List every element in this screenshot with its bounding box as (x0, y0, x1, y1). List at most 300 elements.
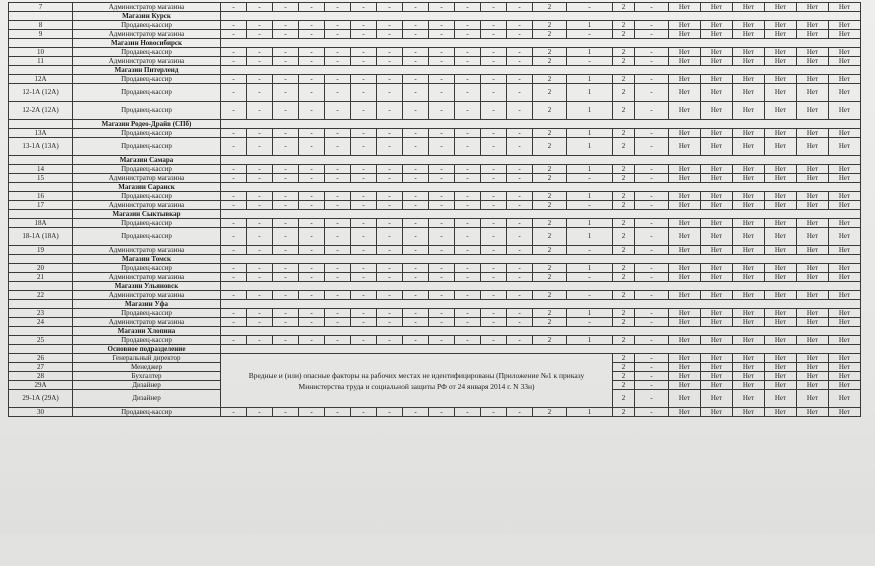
factor-class: - (377, 75, 403, 84)
injury-risk: - (635, 363, 669, 372)
group-title: Магазин Сыктывкар (73, 210, 221, 219)
factor-class: - (377, 48, 403, 57)
page-background (0, 534, 875, 566)
row-number: 30 (9, 408, 73, 417)
guarantee-value: Нет (733, 228, 765, 246)
guarantee-value: Нет (765, 264, 797, 273)
guarantee-value: Нет (701, 129, 733, 138)
group-spacer (221, 183, 861, 192)
group-header-row (9, 282, 861, 291)
factor-class: - (325, 408, 351, 417)
row-number: 8 (9, 21, 73, 30)
factor-class: - (455, 219, 481, 228)
guarantee-value: Нет (701, 84, 733, 102)
factor-class: - (273, 318, 299, 327)
factor-class: - (455, 84, 481, 102)
factor-class: - (429, 75, 455, 84)
injury-risk: - (635, 372, 669, 381)
factor-class: - (377, 3, 403, 12)
factor-class: - (377, 228, 403, 246)
factor-class: - (481, 165, 507, 174)
empty-cell (9, 39, 73, 48)
table-row (9, 3, 861, 12)
row-number: 16 (9, 192, 73, 201)
factor-class: - (377, 219, 403, 228)
factor-class: - (455, 228, 481, 246)
guarantee-value: Нет (669, 372, 701, 381)
group-spacer (221, 39, 861, 48)
factor-class: - (299, 75, 325, 84)
final-class: 2 (613, 246, 635, 255)
group-header-row (9, 120, 861, 129)
factor-class: - (455, 408, 481, 417)
factor-class: - (429, 3, 455, 12)
factor-class: - (273, 84, 299, 102)
factor-class: - (481, 336, 507, 345)
factor-class: - (299, 102, 325, 120)
factor-class: - (273, 75, 299, 84)
table-row (9, 174, 861, 183)
factor-class: - (247, 273, 273, 282)
guarantee-value: Нет (669, 363, 701, 372)
special-assessment-table (8, 2, 861, 417)
injury-risk: - (635, 318, 669, 327)
factor-class: - (221, 273, 247, 282)
factor-class: - (377, 318, 403, 327)
factor-class: - (247, 228, 273, 246)
injury-risk: - (635, 192, 669, 201)
guarantee-value: Нет (733, 291, 765, 300)
factor-class: - (481, 3, 507, 12)
factor-class: - (403, 309, 429, 318)
harm-subclass: 1 (567, 21, 613, 30)
guarantee-value: Нет (701, 21, 733, 30)
factor-class: - (455, 75, 481, 84)
row-number: 9 (9, 30, 73, 39)
position-name: Продавец-кассир (73, 408, 221, 417)
row-number: 24 (9, 318, 73, 327)
factor-class: - (221, 102, 247, 120)
guarantee-value: Нет (733, 201, 765, 210)
factor-class: - (221, 309, 247, 318)
guarantee-value: Нет (765, 75, 797, 84)
position-name: Продавец-кассир (73, 48, 221, 57)
guarantee-value: Нет (733, 165, 765, 174)
guarantee-value: Нет (733, 372, 765, 381)
guarantee-value: Нет (765, 381, 797, 390)
injury-risk: - (635, 219, 669, 228)
factor-class: - (429, 336, 455, 345)
final-class: 2 (613, 174, 635, 183)
factor-class: - (455, 201, 481, 210)
row-number: 25 (9, 336, 73, 345)
factor-class: - (429, 21, 455, 30)
guarantee-value: Нет (733, 21, 765, 30)
group-spacer (221, 282, 861, 291)
factor-class: - (481, 138, 507, 156)
factor-class: - (403, 228, 429, 246)
harm-class: 2 (533, 57, 567, 66)
factor-class: - (299, 165, 325, 174)
guarantee-value: Нет (797, 21, 829, 30)
guarantee-value: Нет (669, 381, 701, 390)
factor-class: - (273, 3, 299, 12)
factor-class: - (221, 246, 247, 255)
group-title: Магазин Питерленд (73, 66, 221, 75)
factor-class: - (507, 201, 533, 210)
guarantee-value: Нет (733, 75, 765, 84)
final-class: 2 (613, 291, 635, 300)
factor-class: - (377, 102, 403, 120)
factor-class: - (273, 48, 299, 57)
position-name: Продавец-кассир (73, 219, 221, 228)
factor-class: - (429, 291, 455, 300)
factor-class: - (221, 291, 247, 300)
row-number: 13А (9, 129, 73, 138)
factor-class: - (325, 264, 351, 273)
factor-class: - (429, 228, 455, 246)
factor-class: - (299, 318, 325, 327)
factor-class: - (247, 264, 273, 273)
factor-class: - (351, 408, 377, 417)
guarantee-value: Нет (829, 318, 861, 327)
guarantee-value: Нет (765, 246, 797, 255)
factor-class: - (325, 3, 351, 12)
factor-class: - (221, 264, 247, 273)
factor-class: - (247, 57, 273, 66)
guarantee-value: Нет (701, 3, 733, 12)
guarantee-value: Нет (765, 30, 797, 39)
factor-class: - (507, 30, 533, 39)
final-class: 2 (613, 75, 635, 84)
guarantee-value: Нет (765, 48, 797, 57)
factor-class: - (221, 228, 247, 246)
factor-class: - (507, 84, 533, 102)
factor-class: - (403, 201, 429, 210)
factor-class: - (481, 57, 507, 66)
guarantee-value: Нет (797, 201, 829, 210)
factor-class: - (429, 408, 455, 417)
table-row (9, 102, 861, 120)
table-row (9, 192, 861, 201)
final-class: 2 (613, 129, 635, 138)
guarantee-value: Нет (829, 408, 861, 417)
position-name: Продавец-кассир (73, 264, 221, 273)
factor-class: - (351, 336, 377, 345)
guarantee-value: Нет (797, 138, 829, 156)
empty-cell (9, 12, 73, 21)
injury-risk: - (635, 291, 669, 300)
factor-class: - (377, 192, 403, 201)
guarantee-value: Нет (829, 174, 861, 183)
guarantee-value: Нет (701, 102, 733, 120)
factor-class: - (221, 192, 247, 201)
factor-class: - (429, 309, 455, 318)
factor-class: - (507, 192, 533, 201)
position-name: Администратор магазина (73, 318, 221, 327)
final-class: 2 (613, 264, 635, 273)
table-row (9, 336, 861, 345)
guarantee-value: Нет (701, 138, 733, 156)
position-name: Продавец-кассир (73, 75, 221, 84)
guarantee-value: Нет (765, 390, 797, 408)
guarantee-value: Нет (669, 57, 701, 66)
final-class: 2 (613, 102, 635, 120)
factor-class: - (377, 84, 403, 102)
guarantee-value: Нет (765, 129, 797, 138)
factor-class: - (403, 408, 429, 417)
injury-risk: - (635, 273, 669, 282)
factor-class: - (351, 219, 377, 228)
guarantee-value: Нет (765, 102, 797, 120)
guarantee-value: Нет (669, 48, 701, 57)
factor-class: - (247, 165, 273, 174)
group-spacer (221, 255, 861, 264)
harm-class: 2 (533, 129, 567, 138)
factor-class: - (299, 408, 325, 417)
factor-class: - (429, 192, 455, 201)
harm-subclass: 1 (567, 48, 613, 57)
factor-class: - (351, 174, 377, 183)
row-number: 10 (9, 48, 73, 57)
guarantee-value: Нет (669, 102, 701, 120)
group-title: Магазин Родео-Драйв (СПб) (73, 120, 221, 129)
factor-class: - (299, 291, 325, 300)
final-class: 2 (613, 138, 635, 156)
factor-class: - (455, 57, 481, 66)
factor-class: - (377, 21, 403, 30)
position-name: Продавец-кассир (73, 165, 221, 174)
factor-class: - (455, 165, 481, 174)
guarantee-value: Нет (797, 273, 829, 282)
factor-class: - (403, 138, 429, 156)
factor-class: - (351, 228, 377, 246)
guarantee-value: Нет (765, 228, 797, 246)
guarantee-value: Нет (765, 21, 797, 30)
guarantee-value: Нет (829, 75, 861, 84)
position-name: Администратор магазина (73, 57, 221, 66)
harm-subclass: - (567, 30, 613, 39)
guarantee-value: Нет (765, 408, 797, 417)
group-header-row (9, 39, 861, 48)
factor-class: - (403, 84, 429, 102)
empty-cell (9, 345, 73, 354)
guarantee-value: Нет (701, 336, 733, 345)
factor-class: - (273, 264, 299, 273)
factor-class: - (221, 30, 247, 39)
guarantee-value: Нет (829, 381, 861, 390)
factor-class: - (273, 336, 299, 345)
factor-class: - (429, 219, 455, 228)
guarantee-value: Нет (797, 174, 829, 183)
factor-class: - (299, 57, 325, 66)
guarantee-value: Нет (765, 354, 797, 363)
factor-class: - (221, 165, 247, 174)
guarantee-value: Нет (701, 390, 733, 408)
harm-subclass: - (567, 291, 613, 300)
group-spacer (221, 156, 861, 165)
guarantee-value: Нет (733, 219, 765, 228)
factor-class: - (273, 129, 299, 138)
factor-class: - (403, 102, 429, 120)
harm-subclass: - (567, 273, 613, 282)
group-header-row (9, 66, 861, 75)
guarantee-value: Нет (797, 336, 829, 345)
factor-class: - (455, 3, 481, 12)
factor-class: - (455, 129, 481, 138)
guarantee-value: Нет (733, 354, 765, 363)
final-class: 2 (613, 21, 635, 30)
guarantee-value: Нет (669, 75, 701, 84)
factor-class: - (377, 138, 403, 156)
final-class: 2 (613, 57, 635, 66)
factor-class: - (325, 75, 351, 84)
harm-subclass: 1 (567, 228, 613, 246)
guarantee-value: Нет (669, 354, 701, 363)
factor-class: - (481, 264, 507, 273)
harm-class: 2 (533, 309, 567, 318)
factor-class: - (299, 273, 325, 282)
guarantee-value: Нет (829, 3, 861, 12)
factor-class: - (325, 21, 351, 30)
factor-class: - (247, 21, 273, 30)
factor-class: - (247, 102, 273, 120)
final-class: 2 (613, 192, 635, 201)
harm-subclass: 1 (567, 102, 613, 120)
factor-class: - (377, 129, 403, 138)
factor-class: - (351, 264, 377, 273)
guarantee-value: Нет (829, 336, 861, 345)
factor-class: - (325, 174, 351, 183)
factor-class: - (299, 138, 325, 156)
injury-risk: - (635, 246, 669, 255)
harm-class: 2 (533, 408, 567, 417)
factor-class: - (273, 165, 299, 174)
guarantee-value: Нет (765, 219, 797, 228)
factor-class: - (247, 219, 273, 228)
factor-class: - (455, 273, 481, 282)
factor-class: - (247, 48, 273, 57)
group-header-row (9, 345, 861, 354)
factor-class: - (507, 21, 533, 30)
group-header-row (9, 210, 861, 219)
factor-class: - (429, 102, 455, 120)
row-number: 15 (9, 174, 73, 183)
final-class: 2 (613, 228, 635, 246)
factor-class: - (507, 75, 533, 84)
table-row (9, 354, 861, 363)
guarantee-value: Нет (829, 390, 861, 408)
row-number: 17 (9, 201, 73, 210)
guarantee-value: Нет (733, 30, 765, 39)
factor-class: - (247, 174, 273, 183)
injury-risk: - (635, 21, 669, 30)
guarantee-value: Нет (829, 48, 861, 57)
factor-class: - (429, 48, 455, 57)
factor-class: - (429, 264, 455, 273)
injury-risk: - (635, 57, 669, 66)
factor-class: - (403, 48, 429, 57)
factor-class: - (221, 48, 247, 57)
factor-class: - (273, 57, 299, 66)
factor-class: - (273, 192, 299, 201)
factor-class: - (455, 21, 481, 30)
factor-class: - (221, 318, 247, 327)
factor-class: - (507, 48, 533, 57)
empty-cell (9, 327, 73, 336)
row-number: 18-1А (18А) (9, 228, 73, 246)
guarantee-value: Нет (669, 309, 701, 318)
guarantee-value: Нет (797, 264, 829, 273)
factor-class: - (351, 48, 377, 57)
guarantee-value: Нет (701, 192, 733, 201)
group-title: Магазин Томск (73, 255, 221, 264)
empty-cell (9, 120, 73, 129)
guarantee-value: Нет (797, 228, 829, 246)
guarantee-value: Нет (797, 192, 829, 201)
factor-class: - (429, 165, 455, 174)
factor-class: - (455, 246, 481, 255)
position-name: Продавец-кассир (73, 192, 221, 201)
table-row (9, 48, 861, 57)
group-title: Магазин Самара (73, 156, 221, 165)
injury-risk: - (635, 408, 669, 417)
table-row (9, 309, 861, 318)
guarantee-value: Нет (669, 138, 701, 156)
guarantee-value: Нет (765, 57, 797, 66)
final-class: 2 (613, 30, 635, 39)
factor-class: - (351, 165, 377, 174)
factor-class: - (481, 21, 507, 30)
factor-class: - (299, 219, 325, 228)
guarantee-value: Нет (765, 273, 797, 282)
factor-class: - (429, 201, 455, 210)
row-number: 23 (9, 309, 73, 318)
guarantee-value: Нет (669, 30, 701, 39)
factor-class: - (351, 201, 377, 210)
harm-subclass: 1 (567, 408, 613, 417)
final-class: 2 (613, 318, 635, 327)
factor-class: - (377, 273, 403, 282)
harm-subclass: 1 (567, 84, 613, 102)
row-number: 29-1А (29А) (9, 390, 73, 408)
group-header-row (9, 12, 861, 21)
factor-class: - (403, 3, 429, 12)
factor-class: - (325, 273, 351, 282)
table-row (9, 264, 861, 273)
final-class: 2 (613, 273, 635, 282)
guarantee-value: Нет (797, 219, 829, 228)
factor-class: - (247, 246, 273, 255)
factor-class: - (377, 246, 403, 255)
empty-cell (9, 66, 73, 75)
injury-risk: - (635, 201, 669, 210)
factor-class: - (507, 165, 533, 174)
row-number: 13-1А (13А) (9, 138, 73, 156)
group-header-row (9, 255, 861, 264)
guarantee-value: Нет (733, 57, 765, 66)
injury-risk: - (635, 129, 669, 138)
guarantee-value: Нет (669, 273, 701, 282)
guarantee-value: Нет (765, 3, 797, 12)
factor-class: - (507, 273, 533, 282)
empty-cell (9, 210, 73, 219)
group-title: Магазин Уфа (73, 300, 221, 309)
final-class: 2 (613, 48, 635, 57)
factor-class: - (325, 30, 351, 39)
guarantee-value: Нет (701, 363, 733, 372)
factor-class: - (377, 174, 403, 183)
